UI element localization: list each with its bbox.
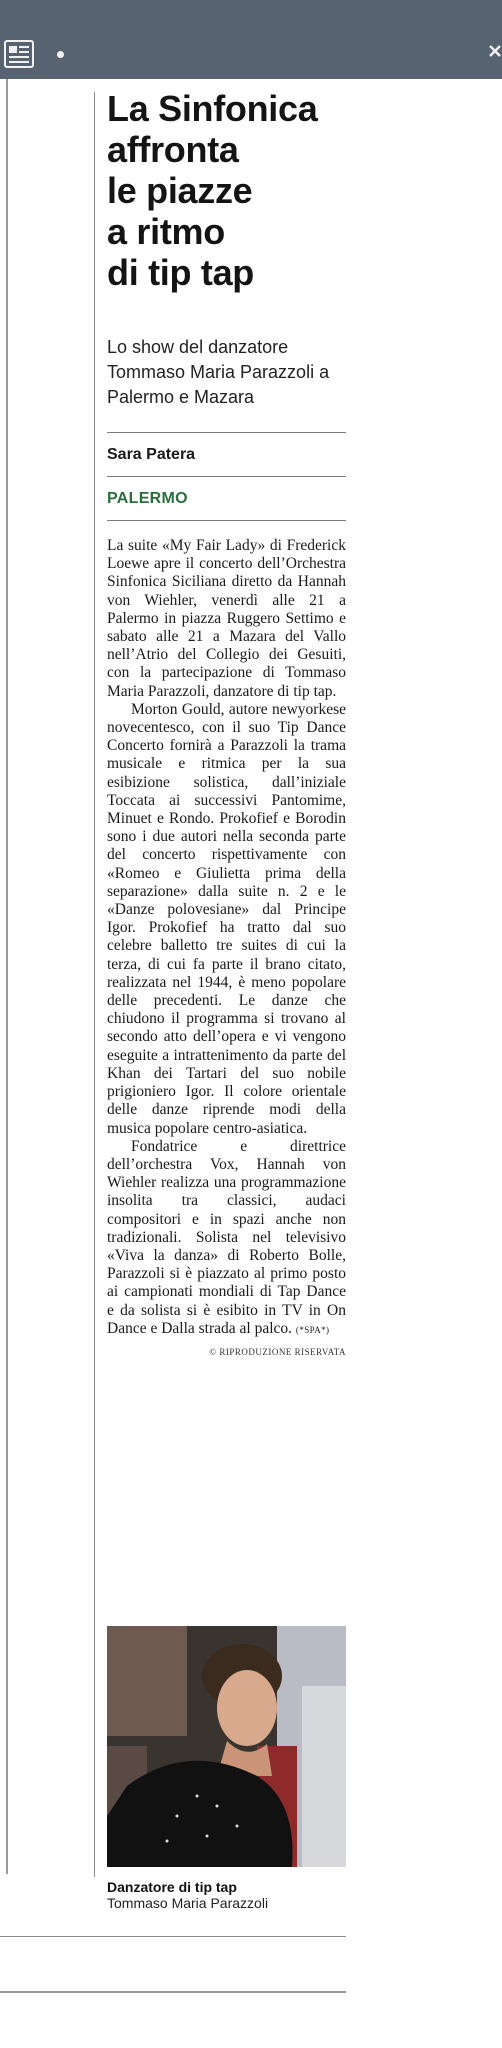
divider	[0, 1991, 346, 1993]
dateline: PALERMO	[107, 490, 188, 507]
headline-line: La Sinfonica	[107, 88, 318, 129]
divider	[0, 1936, 346, 1937]
top-toolbar	[0, 0, 502, 79]
divider	[107, 476, 346, 477]
newspaper-icon[interactable]	[4, 40, 34, 68]
headline-line: le piazze	[107, 170, 253, 211]
headline-line: affronta	[107, 129, 239, 170]
divider	[107, 520, 346, 521]
body-paragraph-text: Morton Gould, autore newyorkese novecentesco, con il suo Tip Dance Concerto fornirà a Parazzoli la trama musicale e ritmica per la sua esibizione solistica, dall’iniziale Toccata ai successivi Pantomime, Minuet e Rondo. Prokofief e Borodin sono i due autori nella seconda parte del concerto rispettivamente con «Romeo e Giulietta prima della separazione» dalla suite n. 2 e le «Danze polovesiane» dal Principe Igor. Prokofief ha tratto dal suo celebre balletto tre suites di cui la terza, di cui fa parte il brano citato, realizzata nel 1944, è meno popolare delle precedenti. Le danze che chiudono il programma si trovano al secondo atto dell’opera e vi vengono eseguite a intrattenimento da parte del Khan dei Tartari del suo nobile prigioniero Igor. Il colore orientale delle danze riprende modi della musica popolare centro-asiatica.	[107, 700, 346, 1137]
body-paragraph	[107, 701, 346, 1138]
photo-caption-title: Danzatore di tip tap	[107, 1879, 237, 1895]
dot-icon	[57, 51, 64, 58]
agency-tag: (*SPA*)	[295, 1324, 330, 1335]
article-body	[107, 537, 346, 1339]
subheadline: Lo show del danzatore Tommaso Maria Parazzoli a Palermo e Mazara	[107, 337, 330, 407]
headline	[107, 88, 346, 293]
copyright-notice: © RIPRODUZIONE RISERVATA	[209, 1346, 346, 1357]
photo-caption-subtitle: Tommaso Maria Parazzoli	[107, 1895, 269, 1911]
article-photo[interactable]	[107, 1626, 346, 1867]
column-divider	[94, 92, 95, 1877]
overflow-edge-icon[interactable]	[488, 44, 502, 58]
body-paragraph: La suite «My Fair Lady» di Frederick Loewe apre il concerto dell’Orchestra Sinfonica Siciliana diretto da Hannah von Wiehler, venerdì alle 21 a Palermo in piazza Ruggero Settimo e sabato alle 21 a Mazara del Vallo nell’Atrio del Collegio dei Gesuiti, con la partecipazione di Tommaso Maria Parazzoli, danzatore di tip tap.	[107, 537, 346, 700]
body-paragraph	[107, 1138, 346, 1339]
article	[107, 88, 346, 1357]
author-byline: Sara Patera	[107, 446, 196, 463]
body-paragraph-text: Fondatrice e direttrice dell’orchestra Vox, Hannah von Wiehler realizza una programmazione insolita tra classici, audaci compositori e in spazi anche non tradizionali. Solista nel televisivo «Viva la danza» di Roberto Bolle, Parazzoli si è piazzato al primo posto ai campionati mondiali di Tap Dance e da solista si è esibito in TV in On Dance e Dalla strada al palco.	[107, 1137, 346, 1337]
headline-line: di tip tap	[107, 252, 254, 293]
divider	[107, 432, 346, 433]
page-left-border	[6, 79, 8, 1874]
headline-line: a ritmo	[107, 211, 225, 252]
